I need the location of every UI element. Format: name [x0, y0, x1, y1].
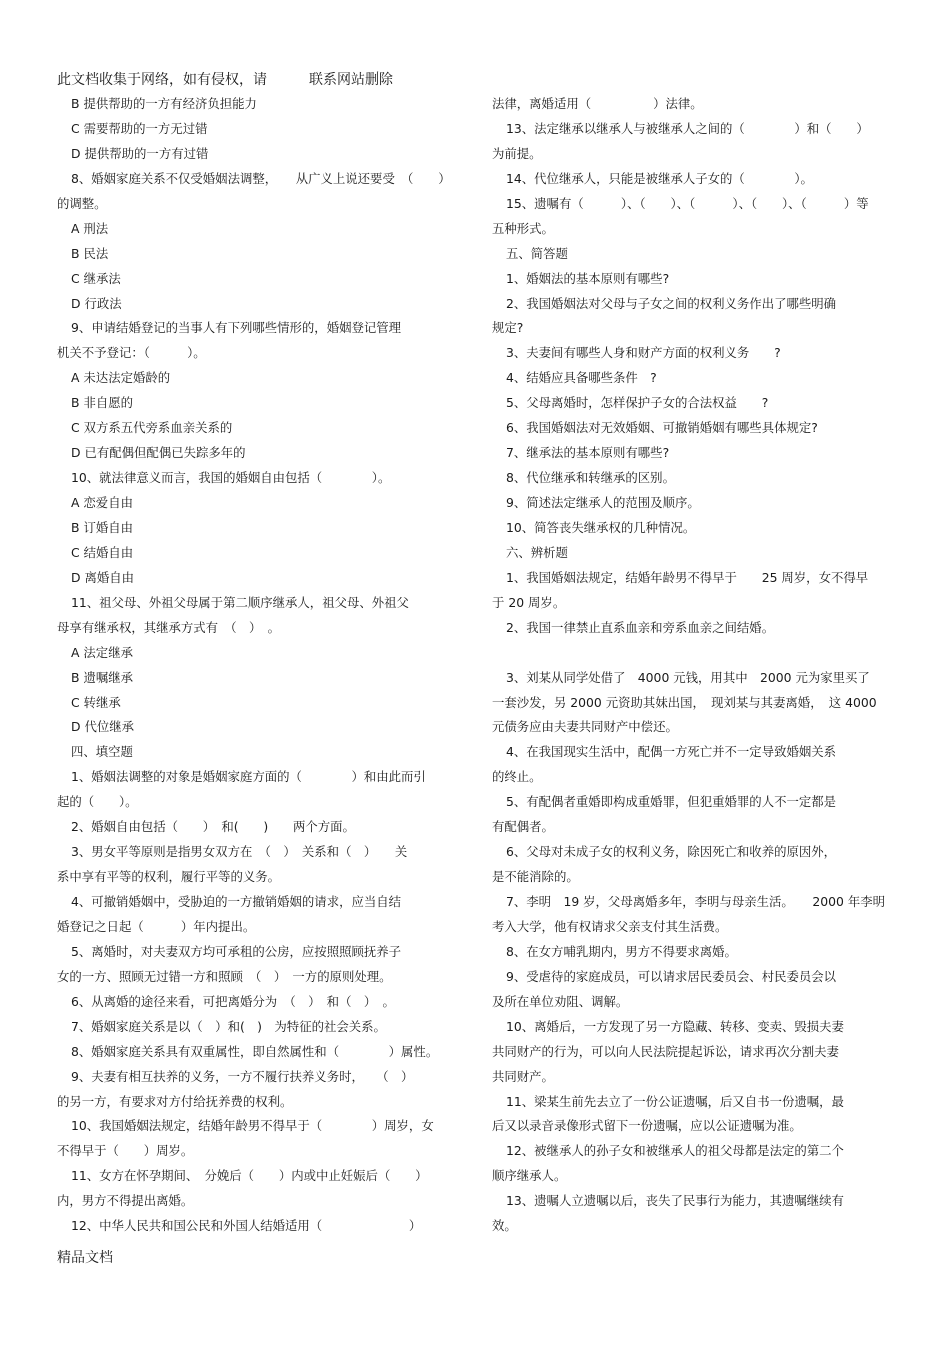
text-line: 规定? [492, 320, 524, 336]
text-line: 5、父母离婚时，怎样保护子女的合法权益 ? [506, 395, 769, 411]
text-line: 1、婚姻法的基本原则有哪些? [506, 270, 670, 286]
text-line [492, 641, 902, 666]
text-line: 五、简答题 [506, 245, 568, 261]
text-line: 后又以录音录像形式留下一份遗嘱，应以公证遗嘱为准。 [492, 1118, 802, 1134]
text-line: 10、就法律意义而言，我国的婚姻自由包括（ ）。 [71, 470, 391, 486]
text-line: A 法定继承 [71, 644, 133, 660]
text-line: C 需要帮助的一方无过错 [71, 120, 208, 136]
text-line: 3、夫妻间有哪些人身和财产方面的权利义务 ? [506, 345, 781, 361]
text-line: A 刑法 [71, 220, 109, 236]
text-line: 2、我国一律禁止直系血亲和旁系血亲之间结婚。 [506, 619, 775, 635]
text-line: 8、代位继承和转继承的区别。 [506, 470, 675, 486]
text-line: 的另一方，有要求对方付给抚养费的权利。 [57, 1093, 293, 1109]
text-line: 7、继承法的基本原则有哪些? [506, 445, 670, 461]
text-line: 3、男女平等原则是指男女双方在 （ ） 关系和（ ） 关 [71, 844, 408, 860]
text-line: 9、简述法定继承人的范围及顺序。 [506, 495, 700, 510]
text-line: 10、我国婚姻法规定，结婚年龄男不得早于（ ）周岁，女 [71, 1118, 434, 1134]
text-line: 及所在单位劝阻、调解。 [492, 993, 629, 1009]
text-line: 元债务应由夫妻共同财产中偿还。 [492, 719, 678, 735]
text-line: A 恋爱自由 [71, 495, 133, 510]
text-line: 2、婚姻自由包括（ ） 和( ) 两个方面。 [71, 819, 355, 835]
text-line: 于 20 周岁。 [492, 594, 566, 610]
text-line: D 代位继承 [71, 719, 135, 735]
text-line: 10、离婚后，一方发现了另一方隐藏、转移、变卖、毁损夫妻 [506, 1018, 844, 1034]
text-line: 8、在女方哺乳期内，男方不得要求离婚。 [506, 943, 737, 959]
text-line: 2、我国婚姻法对父母与子女之间的权利义务作出了哪些明确 [506, 295, 837, 311]
left-column [57, 92, 467, 1239]
text-line: 4、在我国现实生活中，配偶一方死亡并不一定导致婚姻关系 [506, 744, 837, 760]
right-column [492, 92, 902, 1239]
text-line: 一套沙发，另 2000 元资助其妹出国， 现刘某与其妻离婚， 这 4000 [492, 694, 877, 710]
text-line: 8、婚姻家庭关系不仅受婚姻法调整， 从广义上说还要受 （ ） [71, 170, 451, 186]
text-line: 9、夫妻有相互扶养的义务，一方不履行扶养义务时， （ ） [71, 1068, 414, 1084]
text-line: D 已有配偶但配偶已失踪多年的 [71, 445, 246, 461]
text-line: C 继承法 [71, 270, 121, 286]
text-line: 4、可撤销婚姻中，受胁迫的一方撤销婚姻的请求，应当自结 [71, 894, 402, 909]
text-line: 14、代位继承人，只能是被继承人子女的（ ）。 [506, 170, 813, 186]
text-line: 机关不予登记：（ ）。 [57, 345, 206, 361]
text-line: 的终止。 [492, 769, 542, 785]
text-line: A 未达法定婚龄的 [71, 370, 171, 386]
text-line: 4、结婚应具备哪些条件 ? [506, 370, 657, 386]
text-line: 11、祖父母、外祖父母属于第二顺序继承人，祖父母、外祖父 [71, 594, 409, 610]
text-line: 11、女方在怀孕期间、 分娩后（ ）内或中止妊娠后（ ） [71, 1168, 428, 1184]
text-line: 共同财产。 [492, 1068, 554, 1084]
text-line: 共同财产的行为，可以向人民法院提起诉讼，请求再次分割夫妻 [492, 1043, 839, 1059]
page-footer: 精品文档 [57, 1250, 113, 1266]
text-line: 为前提。 [492, 145, 542, 161]
text-line: 7、李明 19 岁，父母离婚多年，李明与母亲生活。 2000 年李明 [506, 894, 886, 909]
text-line: 系中享有平等的权利，履行平等的义务。 [57, 869, 281, 885]
text-line: C 转继承 [71, 694, 121, 710]
text-line: 的调整。 [57, 195, 107, 211]
text-line: 法律，离婚适用（ ）法律。 [492, 96, 703, 111]
text-line: 四、填空题 [71, 744, 133, 760]
text-line: 是不能消除的。 [492, 869, 579, 885]
text-line: 13、法定继承以继承人与被继承人之间的（ ）和（ ） [506, 120, 869, 136]
text-line: 13、遗嘱人立遗嘱以后，丧失了民事行为能力，其遗嘱继续有 [506, 1193, 844, 1209]
text-line: 有配偶者。 [492, 819, 554, 835]
text-line: B 非自愿的 [71, 395, 134, 411]
text-line: 10、简答丧失继承权的几种情况。 [506, 519, 696, 535]
text-line: D 离婚自由 [71, 569, 135, 585]
text-line: 起的（ ）。 [57, 794, 138, 810]
text-line: 六、辨析题 [506, 544, 568, 560]
text-line: 顺序继承人。 [492, 1168, 567, 1184]
text-line: 9、申请结婚登记的当事人有下列哪些情形的，婚姻登记管理 [71, 320, 402, 336]
text-line: B 遗嘱继承 [71, 669, 134, 685]
page-header: 此文档收集于网络，如有侵权，请 联系网站删除 [57, 72, 393, 88]
text-line: 内，男方不得提出离婚。 [57, 1193, 194, 1209]
text-line: 11、梁某生前先去立了一份公证遗嘱，后又自书一份遗嘱，最 [506, 1093, 844, 1109]
text-line: 15、遗嘱有（ ）、（ ）、（ ）、（ ）、（ ）等 [506, 195, 869, 211]
text-line: 考入大学，他有权请求父亲支付其生活费。 [492, 918, 728, 934]
text-line: 6、我国婚姻法对无效婚姻、可撤销婚姻有哪些具体规定? [506, 420, 818, 436]
text-line: 女的一方、照顾无过错一方和照顾 （ ） 一方的原则处理。 [57, 968, 392, 984]
text-line: D 行政法 [71, 295, 122, 311]
text-line: 7、婚姻家庭关系是以（ ）和( ) 为特征的社会关系。 [71, 1018, 386, 1034]
text-line: B 提供帮助的一方有经济负担能力 [71, 96, 257, 111]
text-line: 12、中华人民共和国公民和外国人结婚适用（ ） [71, 1218, 422, 1234]
text-line: 婚登记之日起（ ）年内提出。 [57, 918, 256, 934]
text-line: 5、离婚时，对夫妻双方均可承租的公房，应按照照顾抚养子 [71, 943, 402, 959]
text-line: 6、从离婚的途径来看，可把离婚分为 （ ） 和（ ） 。 [71, 993, 395, 1009]
text-line: 效。 [492, 1218, 517, 1234]
text-line: C 结婚自由 [71, 544, 134, 560]
text-line: 不得早于（ ）周岁。 [57, 1143, 194, 1159]
text-line: C 双方系五代旁系血亲关系的 [71, 420, 233, 436]
text-line: D 提供帮助的一方有过错 [71, 145, 209, 161]
text-line: 5、有配偶者重婚即构成重婚罪，但犯重婚罪的人不一定都是 [506, 794, 837, 810]
text-line: 8、婚姻家庭关系具有双重属性，即自然属性和（ ）属性。 [71, 1043, 439, 1059]
text-line: 五种形式。 [492, 220, 554, 236]
text-line: 9、受虐待的家庭成员，可以请求居民委员会、村民委员会以 [506, 968, 837, 984]
text-line: 1、我国婚姻法规定，结婚年龄男不得早于 25 周岁，女不得早 [506, 569, 869, 585]
text-line: 1、婚姻法调整的对象是婚姻家庭方面的（ ）和由此而引 [71, 769, 426, 785]
text-line: 6、父母对未成子女的权利义务，除因死亡和收养的原因外， [506, 844, 837, 860]
text-line: 12、被继承人的孙子女和被继承人的祖父母都是法定的第二个 [506, 1143, 844, 1159]
text-line: 3、刘某从同学处借了 4000 元钱，用其中 2000 元为家里买了 [506, 669, 870, 685]
text-line: B 订婚自由 [71, 519, 134, 535]
text-line: B 民法 [71, 245, 109, 261]
text-line: 母享有继承权，其继承方式有 （ ） 。 [57, 619, 281, 635]
